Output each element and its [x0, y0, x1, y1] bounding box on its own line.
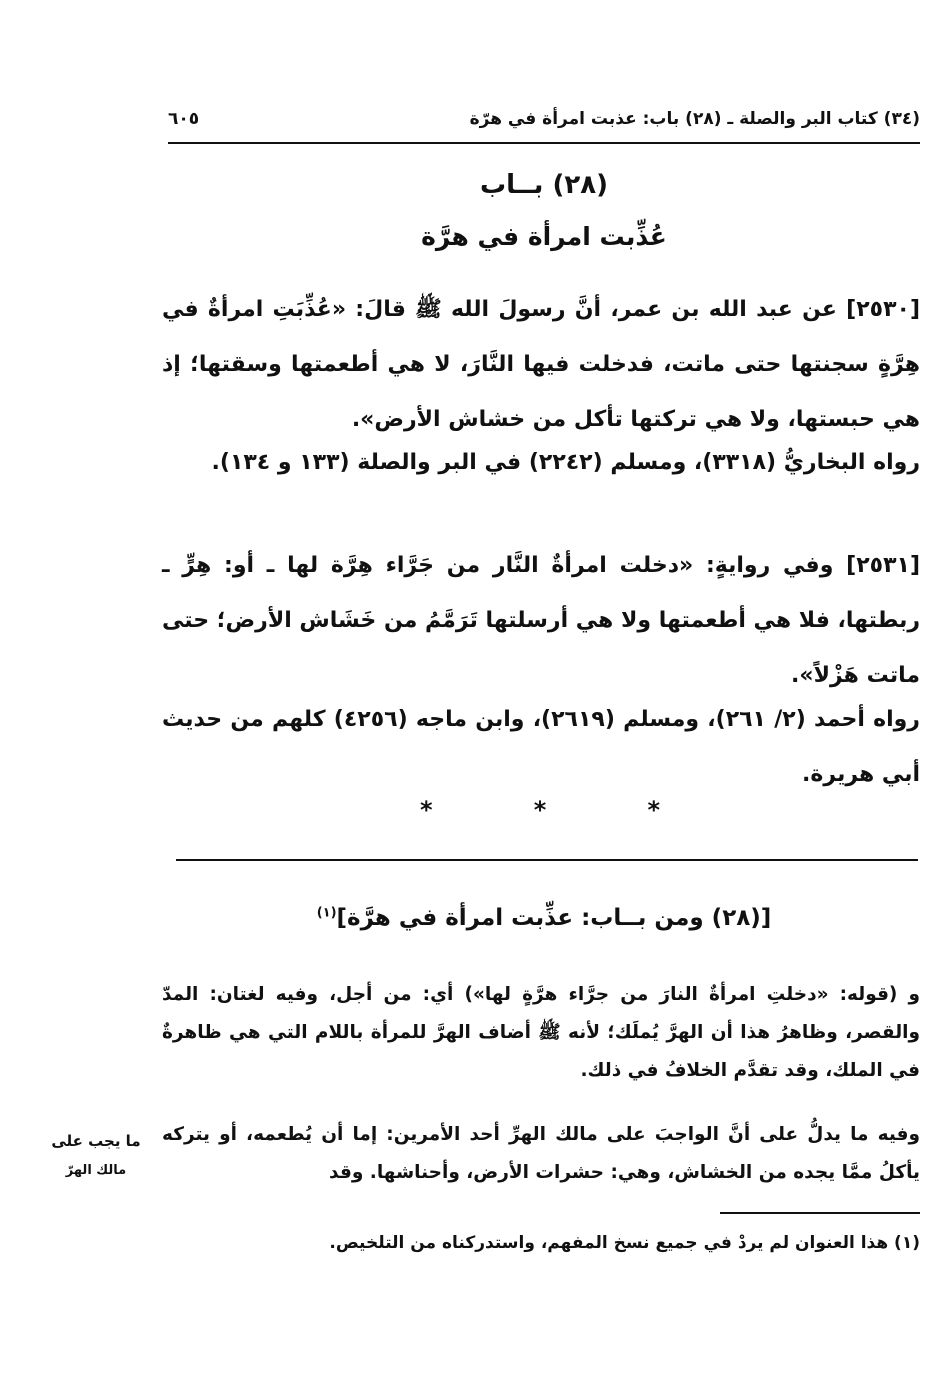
- running-header: [168, 102, 920, 136]
- margin-note: ما يجب على: [51, 1132, 141, 1150]
- section-separator: [420, 796, 660, 824]
- chapter-number-heading: (٢٨) بــاب: [479, 170, 608, 200]
- commentary-paragraph: وفيه ما يدلُّ على أنَّ الواجبَ على مالك الهرِّ أحد الأمرين: إما أن يُطعمه، أو يتركه يأكلُ ممَّا يجده من الخشاش، وهي: حشرات الأرض، وأحناشها. وقد: [162, 1124, 920, 1183]
- commentary-divider: [176, 859, 918, 861]
- hadith-2530: [٢٥٣٠] عن عبد الله بن عمر، أنَّ رسولَ الله ﷺ قالَ: «عُذِّبَتِ امرأةٌ في هِرَّةٍ سجنتها حتى ماتت، فدخلت فيها النَّارَ، لا هي أطعمتها وسقتها؛ إذ هي حبستها، ولا هي تركتها تأكل من خشاش الأرض».: [162, 297, 920, 432]
- hadith-2531: [٢٥٣١] وفي روايةٍ: «دخلت امرأةٌ النَّار من جَرَّاء هِرَّة لها ـ أو: هِرٍّ ـ ربطتها، فلا هي أطعمتها ولا هي أرسلتها تَرَمَّمُ من خَشَاش الأرض؛ حتى ماتت هَزْلاً».: [162, 553, 920, 688]
- footnote-marker: (١): [316, 905, 337, 921]
- footnote-rule: [720, 1212, 920, 1214]
- running-header-title: (٣٤) كتاب البر والصلة ـ (٢٨) باب: عذبت امرأة في هرّة: [469, 109, 920, 129]
- takhrij-2531: رواه أحمد (٢/ ٢٦١)، ومسلم (٢٦١٩)، وابن ماجه (٤٢٥٦) كلهم من حديث أبي هريرة.: [162, 707, 920, 787]
- separator-star: *: [533, 796, 547, 824]
- takhrij-2530: رواه البخاريُّ (٣٣١٨)، ومسلم (٢٢٤٢) في البر والصلة (١٣٣ و ١٣٤).: [211, 450, 920, 475]
- header-rule: [168, 142, 920, 144]
- separator-star: *: [647, 796, 660, 824]
- footnote: (١) هذا العنوان لم يردْ في جميع نسخ المفهم، واستدركناه من التلخيص.: [329, 1233, 920, 1253]
- commentary-title-text: [(٢٨) ومن بــاب: عذِّبت امرأة في هرَّة]: [336, 905, 772, 931]
- commentary-paragraph: و (قوله: «دخلتِ امرأةٌ النارَ من جرَّاء هرَّةٍ لها») أي: من أجل، وفيه لغتان: المدّ والقصر، وظاهرُ هذا أن الهرَّ يُملَك؛ لأنه ﷺ أضاف الهرَّ للمرأة باللام التي هي ظاهرةٌ في الملك، وقد تقدَّم الخلافُ في ذلك.: [162, 984, 920, 1081]
- margin-note: مالك الهرّ: [65, 1163, 127, 1178]
- chapter-title: عُذِّبت امرأة في هرَّة: [421, 222, 667, 251]
- separator-star: *: [420, 796, 433, 824]
- commentary-title: [168, 905, 920, 931]
- page-number: ٦٠٥: [168, 109, 200, 129]
